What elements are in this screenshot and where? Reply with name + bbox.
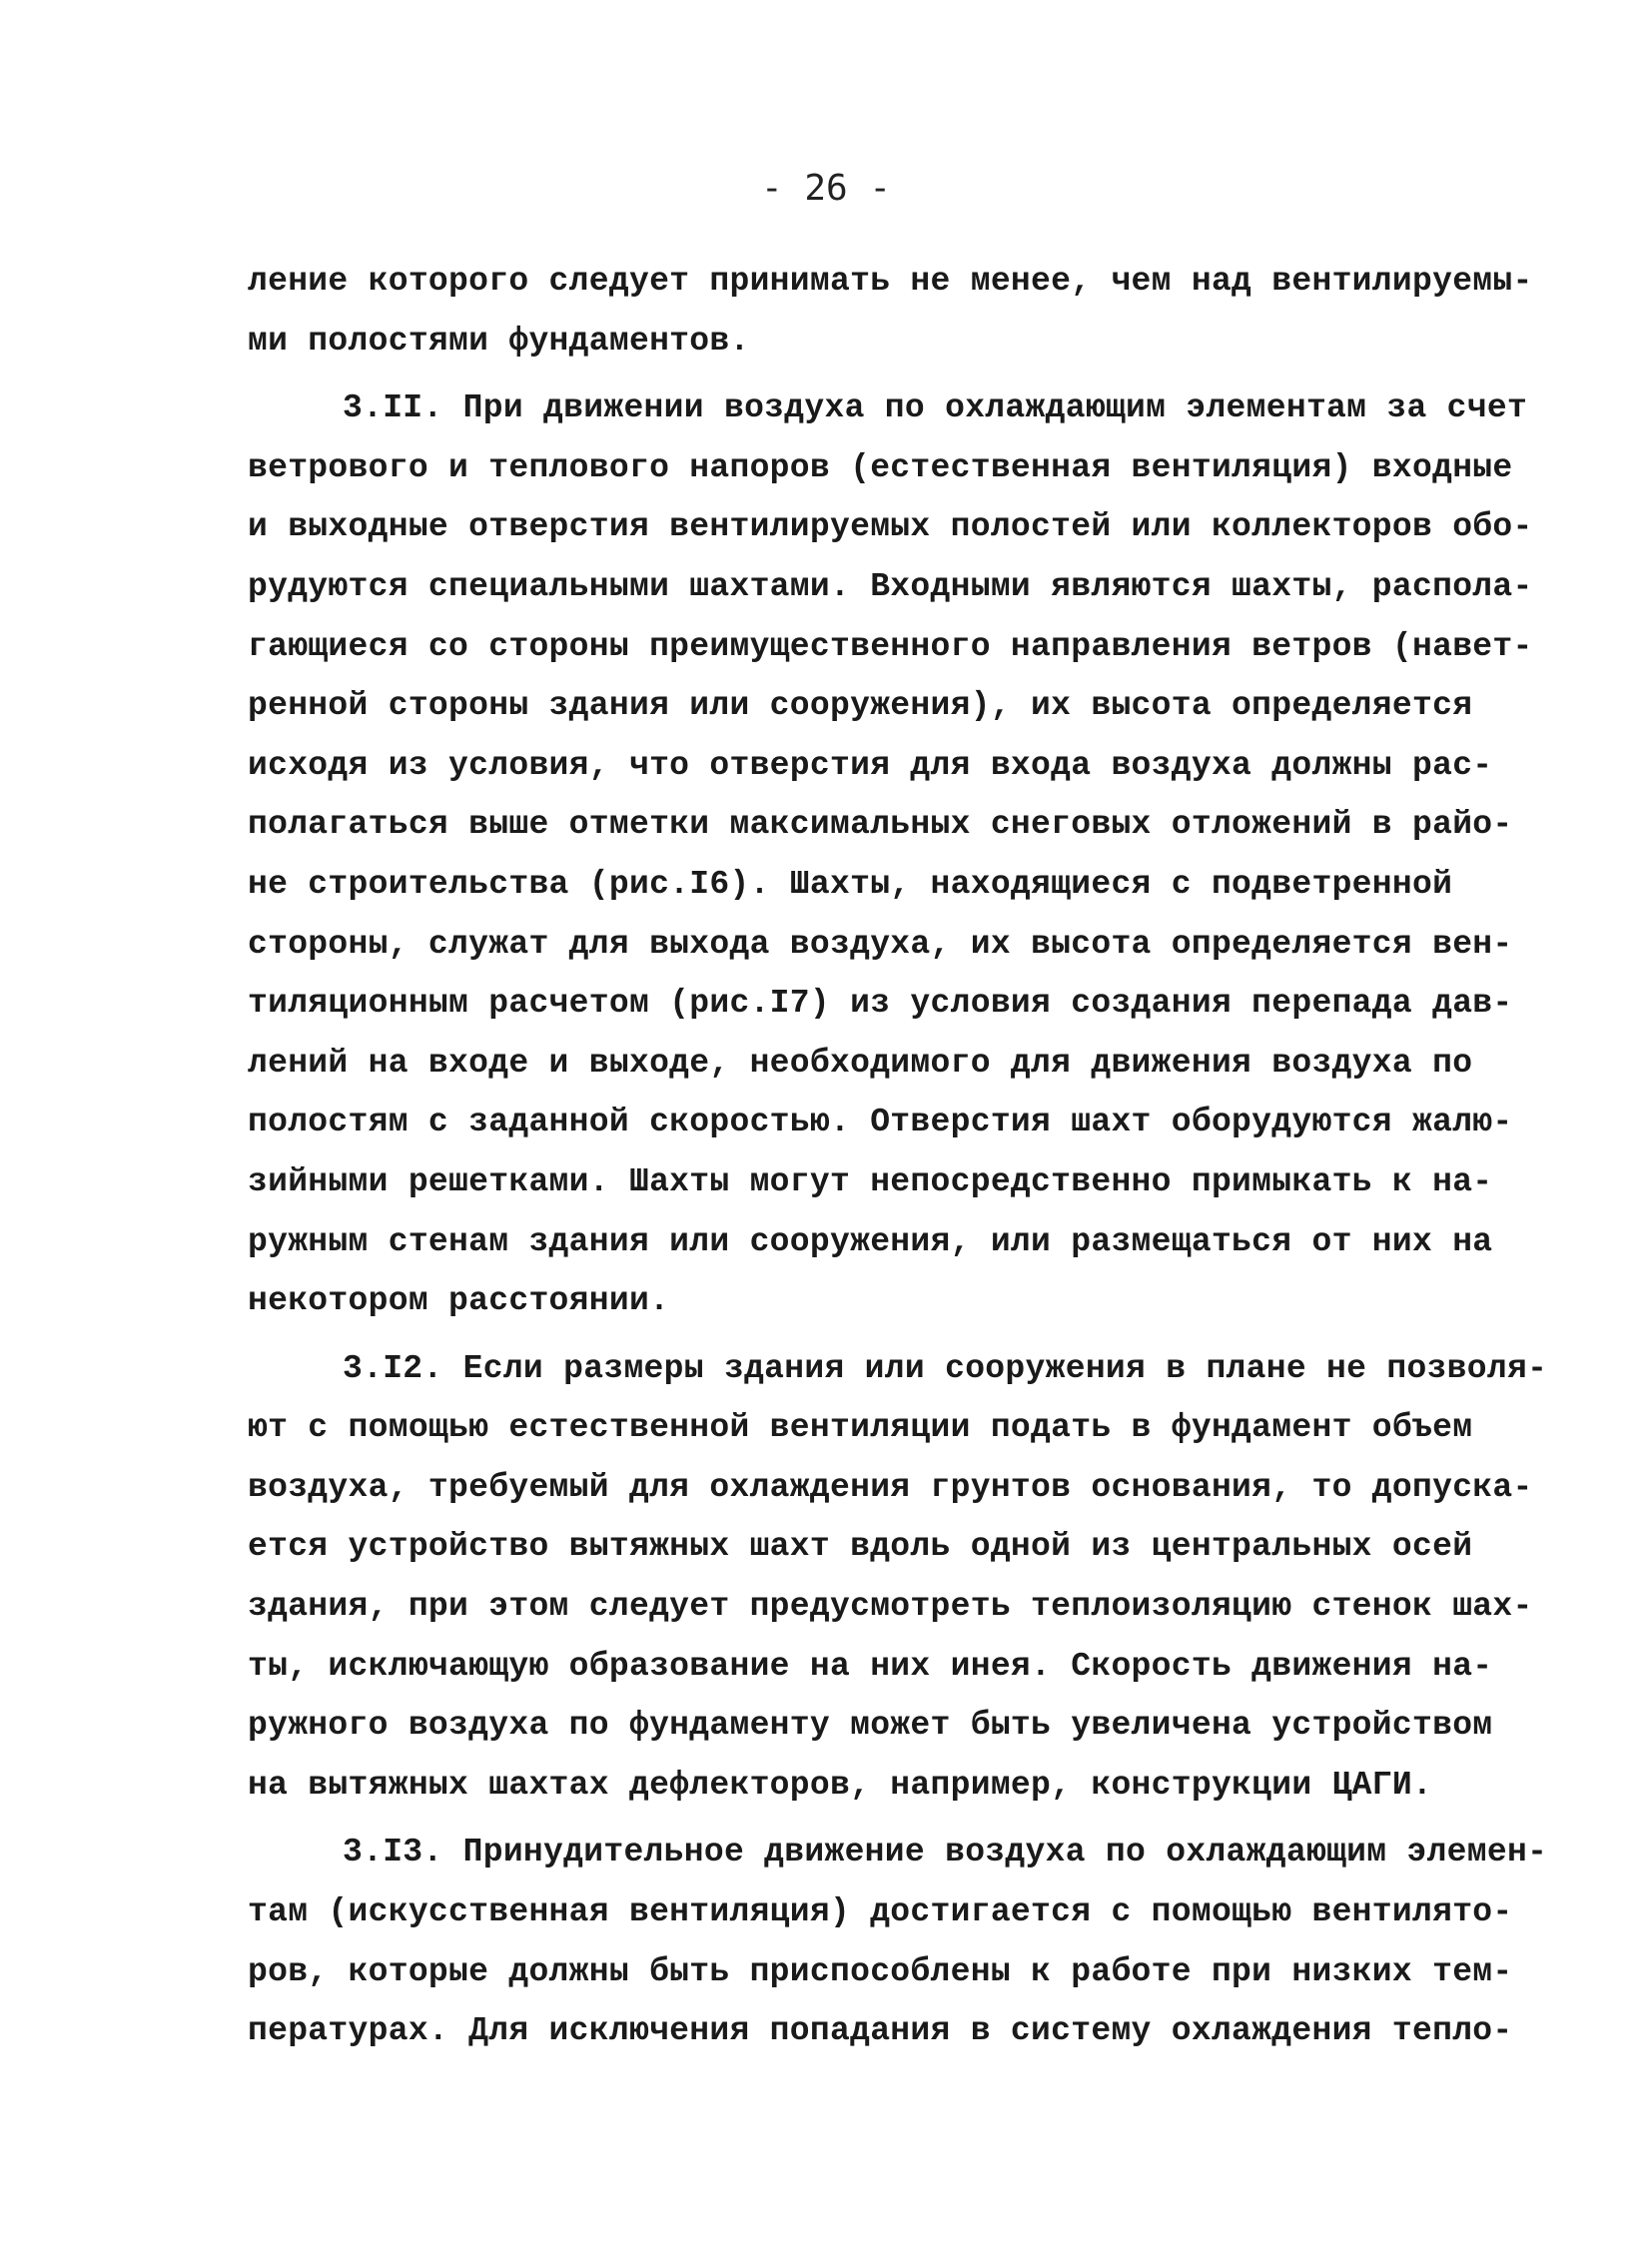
text-line: 3.I3. Принудительное движение воздуха по охлаждающим элемен-: [343, 1834, 1548, 1871]
page-number: - 26 -: [760, 168, 892, 209]
text-line: лений на входе и выходе, необходимого для движения воздуха по: [248, 1044, 1473, 1082]
text-line: 3.I2. Если размеры здания или сооружения в плане не позволя-: [343, 1349, 1548, 1387]
text-line: пературах. Для исключения попадания в систему охлаждения тепло-: [248, 2012, 1513, 2050]
text-line: полостям с заданной скоростью. Отверстия шахт оборудуются жалю-: [248, 1104, 1513, 1141]
text-line: ты, исключающую образование на них инея. Скорость движения на-: [248, 1647, 1493, 1685]
text-line: ветрового и теплового напоров (естественная вентиляция) входные: [248, 448, 1513, 486]
paragraph-3-13: [248, 1823, 1548, 2060]
paragraph-3-11: [248, 378, 1533, 1331]
body-text: [248, 252, 1548, 2061]
text-line: полагаться выше отметки максимальных снеговых отложений в райо-: [248, 806, 1513, 844]
text-line: на вытяжных шахтах дефлекторов, например, конструкции ЦАГИ.: [248, 1766, 1433, 1804]
text-line: ется устройство вытяжных шахт вдоль одной из центральных осей: [248, 1528, 1473, 1566]
text-line: здания, при этом следует предусмотреть теплоизоляцию стенок шах-: [248, 1588, 1533, 1626]
text-line: там (искусственная вентиляция) достигается с помощью вентилято-: [248, 1893, 1513, 1931]
text-line: 3.II. При движении воздуха по охлаждающим элементам за счет: [343, 389, 1528, 427]
text-line: воздуха, требуемый для охлаждения грунтов основания, то допуска-: [248, 1468, 1533, 1506]
text-line: ми полостями фундаментов.: [248, 322, 750, 360]
text-line: ружным стенам здания или сооружения, или размещаться от них на: [248, 1222, 1493, 1260]
text-line: стороны, служат для выхода воздуха, их высота определяется вен-: [248, 925, 1513, 963]
text-line: исходя из условия, что отверстия для входа воздуха должны рас-: [248, 746, 1493, 784]
text-line: ют с помощью естественной вентиляции подать в фундамент объем: [248, 1409, 1473, 1447]
text-line: зийными решетками. Шахты могут непосредственно примыкать к на-: [248, 1162, 1493, 1200]
text-line: ров, которые должны быть приспособлены к работе при низких тем-: [248, 1952, 1513, 1990]
text-line: тиляционным расчетом (рис.I7) из условия создания перепада дав-: [248, 985, 1513, 1023]
text-line: не строительства (рис.I6). Шахты, находящиеся с подветренной: [248, 865, 1453, 903]
text-line: гающиеся со стороны преимущественного направления ветров (навет-: [248, 627, 1533, 665]
text-line: ренной стороны здания или сооружения), их высота определяется: [248, 687, 1473, 725]
paragraph: [248, 252, 1533, 371]
paragraph-3-12: [248, 1339, 1548, 1816]
text-line: ление которого следует принимать не менее, чем над вентилируемы-: [248, 263, 1533, 300]
text-line: и выходные отверстия вентилируемых полостей или коллекторов обо-: [248, 508, 1533, 546]
text-line: некотором расстоянии.: [248, 1282, 670, 1320]
text-line: рудуются специальными шахтами. Входными являются шахты, распола-: [248, 567, 1533, 605]
text-line: ружного воздуха по фундаменту может быть увеличена устройством: [248, 1707, 1493, 1745]
